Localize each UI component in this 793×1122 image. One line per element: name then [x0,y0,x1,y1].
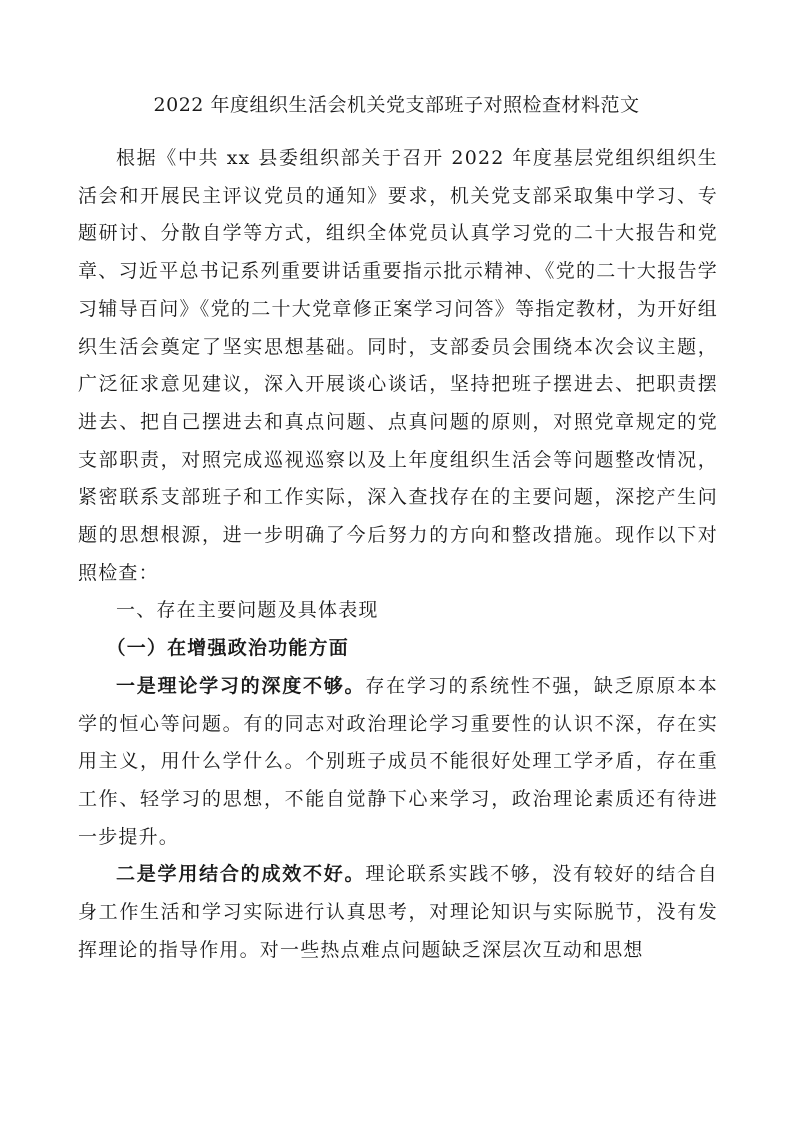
point-lead-2: 二是学用结合的成效不好。 [116,863,366,886]
document-title: 2022 年度组织生活会机关党支部班子对照检查材料范文 [153,94,640,116]
subsection-heading: （一）在增强政治功能方面 [106,637,349,660]
point-paragraph-1 [78,668,718,857]
point-text-1: 存在学习的系统性不强，缺乏原原本本学的恒心等问题。有的同志对政治理论学习重要性的认识不深，存在实用主义，用什么学什么。个别班子成员不能很好处理工学矛盾，存在重工作、轻学习的思想，不能自觉静下心来学习，政治理论素质还有待进一步提升。 [78,674,718,848]
point-text-2: 理论联系实践不够，没有较好的结合自身工作生活和学习实际进行认真思考，对理论知识与实际脱节，没有发挥理论的指导作用。对一些热点难点问题缺乏深层次互动和思想 [78,863,718,961]
point-paragraph-2 [78,856,718,969]
point-lead-1: 一是理论学习的深度不够。 [116,674,366,697]
section-heading: 一、存在主要问题及具体表现 [116,599,379,622]
intro-paragraph: 根据《中共 xx 县委组织部关于召开 2022 年度基层党组织组织生活会和开展民主评议党员的通知》要求，机关党支部采取集中学习、专题研讨、分散自学等方式，组织全体党员认真学习党的二十大报告和党章、习近平总书记系列重要讲话重要指示批示精神、《党的二十大报告学习辅导百问》《党的二十大党章修正案学习问答》等指定教材，为开好组织生活会奠定了坚实思想基础。同时，支部委员会围绕本次会议主题，广泛征求意见建议，深入开展谈心谈话，坚持把班子摆进去、把职责摆进去、把自己摆进去和真点问题、点真问题的原则，对照党章规定的党支部职责，对照完成巡视巡察以及上年度组织生活会等问题整改情况，紧密联系支部班子和工作实际，深入查找存在的主要问题，深挖产生问题的思想根源，进一步明确了今后努力的方向和整改措施。现作以下对照检查： [78,147,718,584]
document-body [78,140,718,969]
